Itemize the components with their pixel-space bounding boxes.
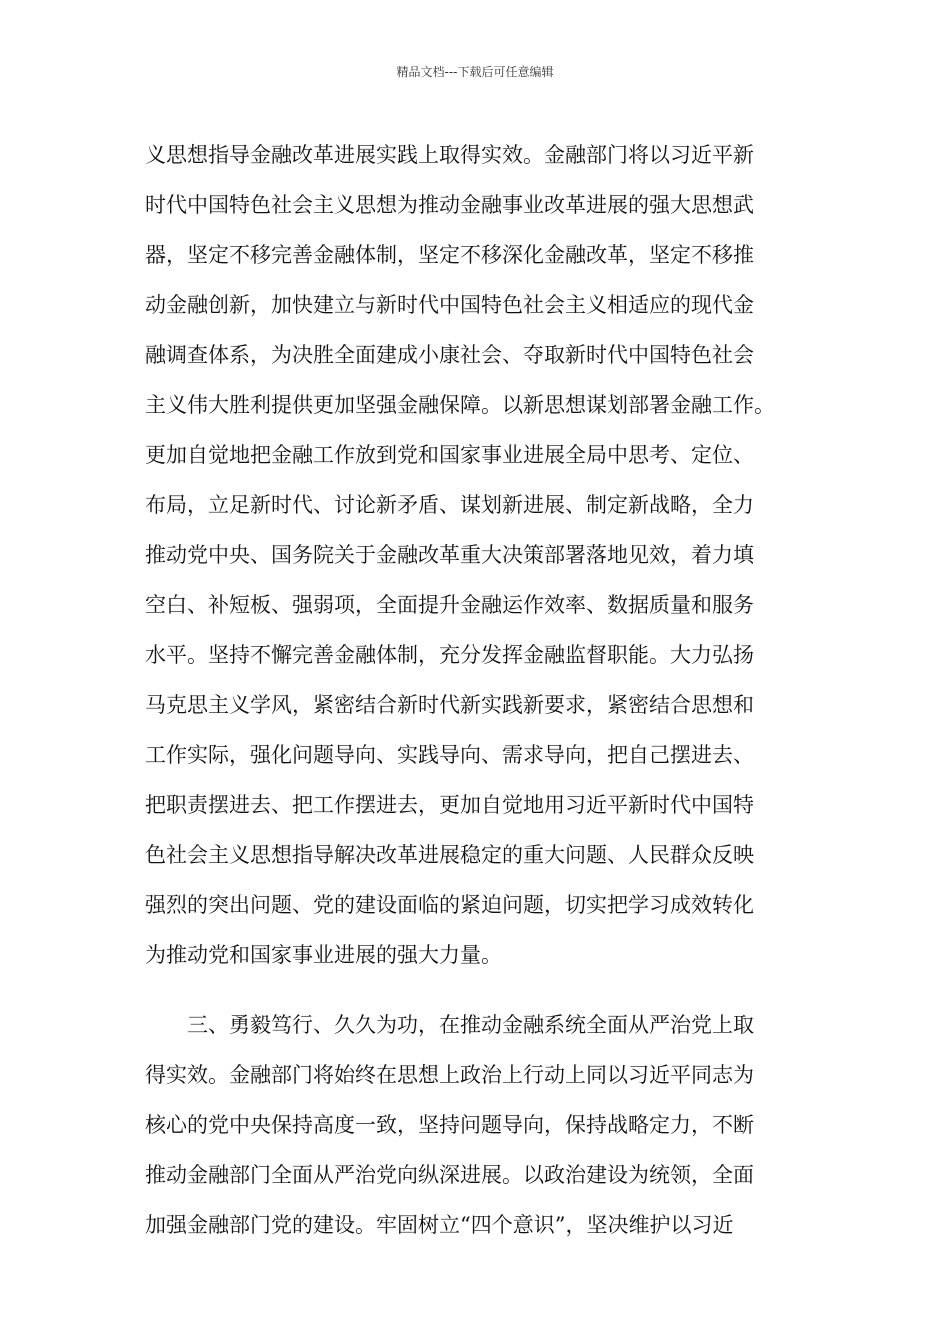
paragraph-1 [145,130,810,980]
text-line: 时代中国特色社会主义思想为推动金融事业改革进展的强大思想武 [145,193,754,217]
text-line: 布局，立足新时代、讨论新矛盾、谋划新进展、制定新战略，全力 [145,493,754,517]
text-line: 三、勇毅笃行、久久为功，在推动金融系统全面从严治党上取 [187,1013,754,1037]
text-line: 主义伟大胜利提供更加坚强金融保障。以新思想谋划部署金融工作。 [145,393,775,417]
text-line: 器，坚定不移完善金融体制，坚定不移深化金融改革，坚定不移推 [145,243,754,267]
text-line: 加强金融部门党的建设。牢固树立“四个意识”，坚决维护以习近 [145,1213,734,1237]
text-line: 为推动党和国家事业进展的强大力量。 [145,943,502,967]
text-line: 水平。坚持不懈完善金融体制，充分发挥金融监督职能。大力弘扬 [145,643,754,667]
text-line: 更加自觉地把金融工作放到党和国家事业进展全局中思考、定位、 [145,443,754,467]
text-line: 核心的党中央保持高度一致，坚持问题导向，保持战略定力，不断 [145,1113,754,1137]
text-line: 色社会主义思想指导解决改革进展稳定的重大问题、人民群众反映 [145,843,754,867]
text-line: 义思想指导金融改革进展实践上取得实效。金融部门将以习近平新 [145,143,754,167]
text-line: 融调查体系，为决胜全面建成小康社会、夺取新时代中国特色社会 [145,343,754,367]
text-line: 动金融创新，加快建立与新时代中国特色社会主义相适应的现代金 [145,293,754,317]
text-line: 把职责摆进去、把工作摆进去，更加自觉地用习近平新时代中国特 [145,793,754,817]
page-header: 精品文档---下载后可任意编辑 [396,65,554,79]
text-line: 推动金融部门全面从严治党向纵深进展。以政治建设为统领，全面 [145,1163,754,1187]
text-line: 强烈的突出问题、党的建设面临的紧迫问题，切实把学习成效转化 [145,893,754,917]
paragraph-2 [145,1000,810,1250]
document-body [145,130,810,1250]
paragraph-gap [145,980,810,1000]
text-line: 工作实际，强化问题导向、实践导向、需求导向，把自己摆进去、 [145,743,754,767]
text-line: 推动党中央、国务院关于金融改革重大决策部署落地见效，着力填 [145,543,754,567]
text-line: 得实效。金融部门将始终在思想上政治上行动上同以习近平同志为 [145,1063,754,1087]
text-line: 空白、补短板、强弱项，全面提升金融运作效率、数据质量和服务 [145,593,754,617]
text-line: 马克思主义学风，紧密结合新时代新实践新要求，紧密结合思想和 [145,693,754,717]
